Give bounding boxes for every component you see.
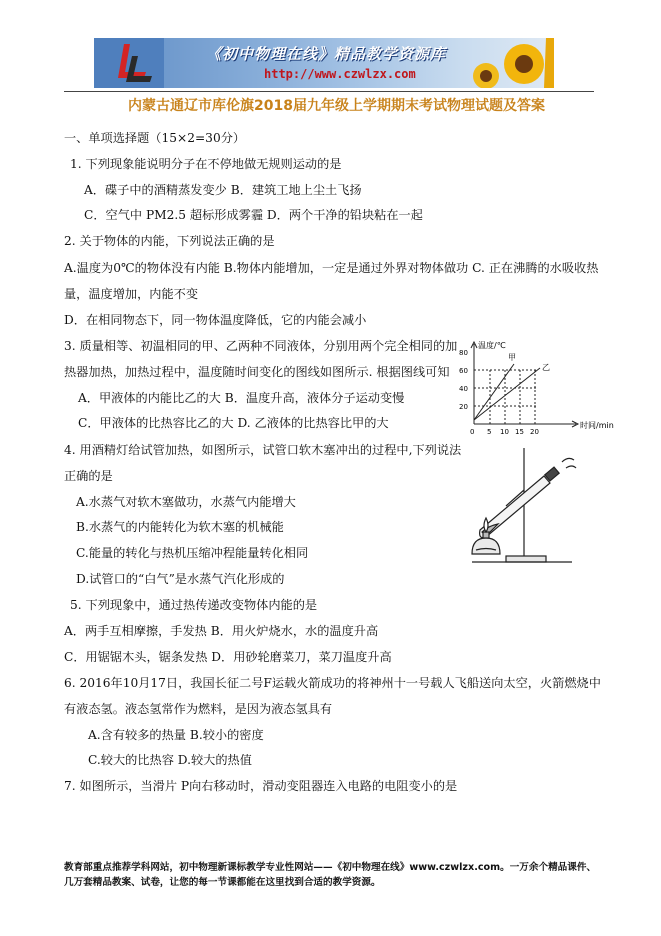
x-tick-5: 5 — [487, 428, 492, 436]
question-4-option-b: B.水蒸气的内能转化为软木塞的机械能 — [76, 520, 284, 534]
x-tick-0: 0 — [470, 428, 475, 436]
graph-y-label: 温度/℃ — [478, 341, 506, 350]
y-tick-80: 80 — [459, 349, 468, 357]
site-logo-icon — [94, 38, 164, 88]
banner-title: 《初中物理在线》精品教学资源库 — [206, 45, 447, 63]
sunflower-icon — [464, 38, 554, 88]
y-tick-60: 60 — [459, 367, 468, 375]
question-3-options-ab: A．甲液体的内能比乙的大 B．温度升高，液体分子运动变慢 — [78, 391, 405, 405]
question-4-option-d: D.试管口的“白气”是水蒸气汽化形成的 — [76, 572, 285, 586]
header-divider — [64, 91, 594, 92]
series-jia-label: 甲 — [508, 353, 516, 362]
question-4-cont: 正确的是 — [64, 469, 113, 483]
y-tick-20: 20 — [459, 403, 468, 411]
question-2: 2. 关于物体的内能，下列说法正确的是 — [64, 234, 275, 248]
question-6-options-ab: A.含有较多的热量 B.较小的密度 — [88, 728, 264, 742]
question-3-cont: 热器加热，加热过程中，温度随时间变化的图线如图所示. 根据图线可知 — [64, 365, 450, 379]
question-2-options-abc: A.温度为0℃的物体没有内能 B.物体内能增加，一定是通过外界对物体做功 C. 正在沸腾的水吸收热 — [64, 261, 599, 275]
question-3-options-cd: C．甲液体的比热容比乙的大 D. 乙液体的比热容比甲的大 — [78, 416, 389, 430]
question-6: 6. 2016年10月17日，我国长征二号F运载火箭成功的将神州十一号载人飞船送向太空，火箭燃烧中 — [64, 676, 601, 690]
question-4: 4. 用酒精灯给试管加热，如图所示，试管口软木塞冲出的过程中,下列说法 — [64, 443, 462, 457]
x-tick-10: 10 — [500, 428, 509, 436]
question-2-option-d: D．在相同物态下，同一物体温度降低，它的内能会减小 — [64, 313, 367, 327]
section-heading: 一、单项选择题（15×2=30分） — [64, 131, 246, 145]
question-1: 1. 下列现象能说明分子在不停地做无规则运动的是 — [70, 157, 342, 171]
series-yi-label: 乙 — [542, 363, 550, 372]
footer-line-2: 几万套精品教案、试卷，让您的每一节课都能在这里找到合适的教学资源。 — [64, 877, 381, 888]
question-6-cont: 有液态氢。液态氢常作为燃料，是因为液态氢具有 — [64, 702, 333, 716]
question-6-options-cd: C.较大的比热容 D.较大的热值 — [88, 753, 252, 767]
question-1-options-ab: A．碟子中的酒精蒸发变少 B．建筑工地上尘土飞扬 — [84, 183, 362, 197]
x-tick-15: 15 — [515, 428, 524, 436]
question-7: 7. 如图所示，当滑片 P向右移动时，滑动变阻器连入电路的电阻变小的是 — [64, 779, 458, 793]
header-banner — [94, 38, 554, 88]
graph-x-label: 时间/min — [580, 421, 614, 430]
question-1-options-cd: C．空气中 PM2.5 超标形成雾霾 D．两个干净的铅块粘在一起 — [84, 208, 423, 222]
page-title: 内蒙古通辽市库伦旗2018届九年级上学期期末考试物理试题及答案 — [128, 98, 545, 114]
page-footer — [64, 860, 624, 890]
question-5: 5. 下列现象中，通过热传递改变物体内能的是 — [70, 598, 318, 612]
temperature-time-graph — [456, 338, 630, 436]
series-yi-line — [474, 368, 540, 420]
question-3: 3. 质量相等、初温相同的甲、乙两种不同液体，分别用两个完全相同的加 — [64, 339, 458, 353]
question-4-option-a: A.水蒸气对软木塞做功，水蒸气内能增大 — [76, 495, 296, 509]
question-2-option-c-cont: 量，温度增加，内能不变 — [64, 287, 199, 301]
y-tick-40: 40 — [459, 385, 468, 393]
question-4-option-c: C.能量的转化与热机压缩冲程能量转化相同 — [76, 546, 309, 560]
x-tick-20: 20 — [530, 428, 539, 436]
question-5-options-cd: C．用锯锯木头，锯条发热 D．用砂轮磨菜刀，菜刀温度升高 — [64, 650, 392, 664]
footer-line-1: 教育部重点推荐学科网站，初中物理新课标教学专业性网站——《初中物理在线》www.czwlzx.com。一万余个精品课件、 — [64, 862, 597, 873]
series-jia-line — [474, 364, 514, 420]
question-5-options-ab: A．两手互相摩擦，手发热 B．用火炉烧水，水的温度升高 — [64, 624, 379, 638]
test-tube-heating-icon — [462, 446, 582, 568]
banner-url[interactable]: http://www.czwlzx.com — [264, 67, 416, 81]
